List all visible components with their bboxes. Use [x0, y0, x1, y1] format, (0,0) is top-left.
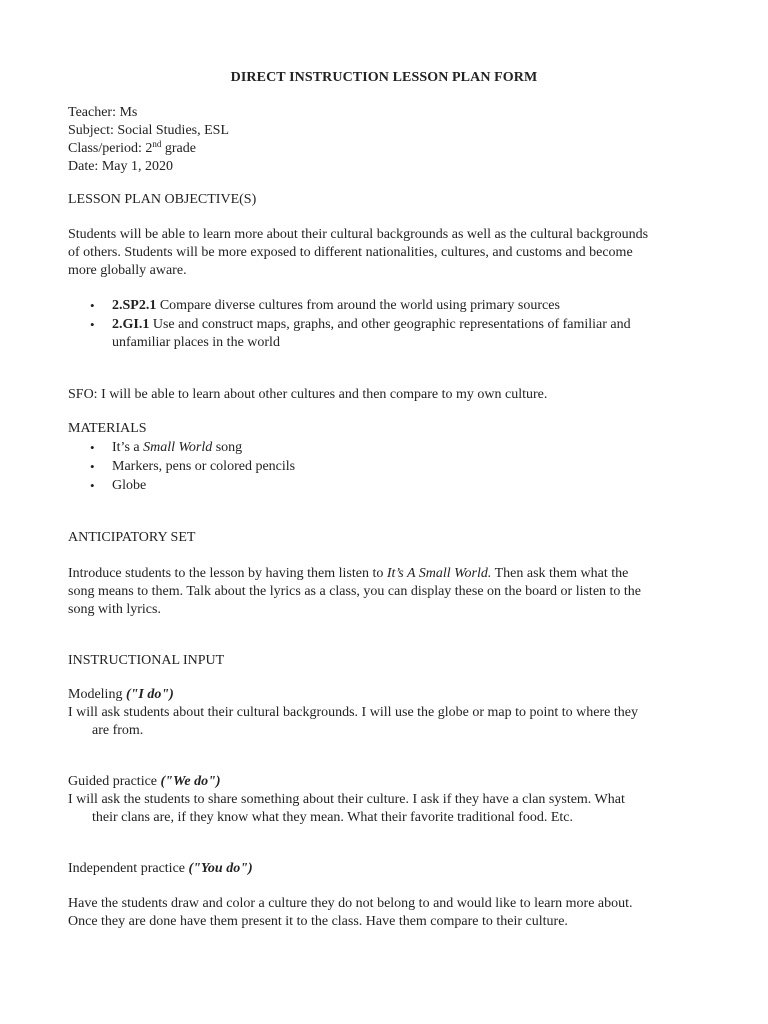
objectives-para-line-2: of others. Students will be more exposed to different nationalities, cultures, and customs and become	[68, 245, 633, 260]
independent-line-1: Have the students draw and color a culture they do not belong to and would like to learn more about.	[68, 896, 633, 911]
bullet-icon: •	[90, 298, 95, 313]
class-line	[68, 140, 196, 158]
anticipatory-song-title: It’s A Small World.	[386, 566, 492, 581]
modeling-label: Modeling	[68, 687, 126, 702]
anticipatory-line-1-prefix: Introduce students to the lesson by having them listen to	[68, 566, 387, 581]
guided-heading	[68, 773, 221, 791]
standard-code: 2.SP2.1	[112, 298, 157, 313]
bullet-icon: •	[90, 440, 95, 455]
materials-heading: MATERIALS	[68, 421, 147, 436]
subject-line: Subject: Social Studies, ESL	[68, 123, 229, 138]
guided-label: Guided practice	[68, 774, 161, 789]
materials-item-markers: Markers, pens or colored pencils	[112, 459, 296, 474]
instructional-heading: INSTRUCTIONAL INPUT	[68, 653, 225, 668]
anticipatory-line-3: song with lyrics.	[68, 602, 161, 617]
guided-line-1: I will ask the students to share something about their culture. I ask if they have a clan system. What	[68, 792, 625, 807]
bullet-icon: •	[90, 478, 95, 493]
anticipatory-heading: ANTICIPATORY SET	[68, 530, 196, 545]
standard-item-2-line-2: unfamiliar places in the world	[112, 335, 280, 350]
guided-line-2: their clans are, if they know what they mean. What their favorite traditional food. Etc.	[92, 810, 574, 825]
objectives-para-line-1: Students will be able to learn more about their cultural backgrounds as well as the cultural backgrounds	[68, 227, 649, 242]
anticipatory-line-1	[68, 565, 628, 583]
modeling-line-2: are from.	[92, 723, 144, 738]
class-suffix: grade	[161, 141, 196, 156]
class-superscript: nd	[152, 139, 162, 149]
materials-item-song-suffix: song	[212, 440, 243, 455]
objectives-para-line-3: more globally aware.	[68, 263, 187, 278]
date-line: Date: May 1, 2020	[68, 159, 173, 174]
materials-item-song-title: Small World	[143, 440, 213, 455]
independent-heading	[68, 860, 253, 878]
bullet-icon: •	[90, 459, 95, 474]
modeling-heading	[68, 686, 174, 704]
independent-line-2: Once they are done have them present it to the class. Have them compare to their culture.	[68, 914, 568, 929]
anticipatory-line-1-suffix: Then ask them what the	[491, 566, 629, 581]
standard-item-2	[112, 316, 631, 334]
standard-text: Compare diverse cultures from around the world using primary sources	[156, 298, 560, 313]
bullet-icon: •	[90, 317, 95, 332]
page-title: DIRECT INSTRUCTION LESSON PLAN FORM	[230, 70, 538, 85]
materials-item-globe: Globe	[112, 478, 147, 493]
materials-item-song-prefix: It’s a	[112, 440, 144, 455]
materials-item-song	[112, 439, 242, 457]
class-prefix: Class/period: 2	[68, 141, 153, 156]
anticipatory-line-2: song means to them. Talk about the lyrics as a class, you can display these on the board or listen to the	[68, 584, 642, 599]
teacher-line: Teacher: Ms	[68, 105, 138, 120]
objectives-heading: LESSON PLAN OBJECTIVE(S)	[68, 192, 257, 207]
standard-text: Use and construct maps, graphs, and other geographic representations of familiar and	[149, 317, 631, 332]
guided-tag: ("We do")	[160, 774, 221, 789]
independent-label: Independent practice	[68, 861, 189, 876]
modeling-line-1: I will ask students about their cultural backgrounds. I will use the globe or map to point to where they	[68, 705, 638, 720]
modeling-tag: ("I do")	[125, 687, 174, 702]
standard-item-1	[112, 297, 560, 315]
standard-code: 2.GI.1	[112, 317, 150, 332]
independent-tag: ("You do")	[188, 861, 253, 876]
sfo-line: SFO: I will be able to learn about other cultures and then compare to my own culture.	[68, 387, 548, 402]
